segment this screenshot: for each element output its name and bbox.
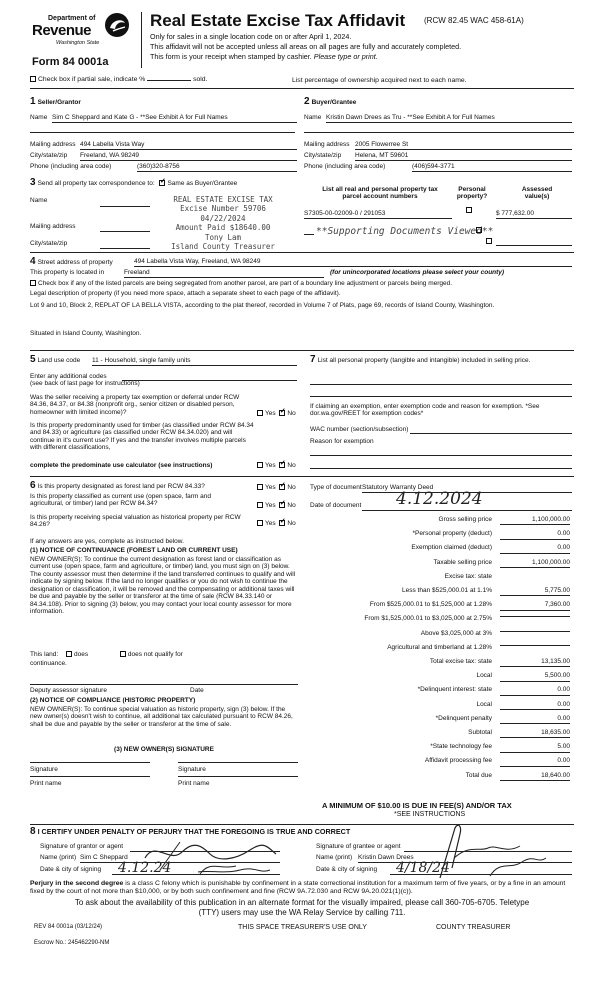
segregation-row	[30, 280, 575, 287]
stamp-line-6: Island County Treasurer	[171, 241, 275, 251]
parcel-number-field[interactable]: S7305-00-02009-0 / 291053	[304, 210, 452, 219]
land-use-field[interactable]: 11 - Household, single family units	[92, 357, 297, 366]
grantee-name-label: Name (print)	[316, 854, 353, 861]
q6-current-no-checkbox[interactable]	[279, 502, 285, 508]
financial-value[interactable]: 7,360.00	[500, 601, 570, 610]
see-instructions: *SEE INSTRUCTIONS	[394, 811, 466, 818]
financial-label: From $525,000.01 to $1,525,000 at 1.28%	[369, 601, 492, 609]
q-exemption-deferral: Was the seller receiving a property tax exemption or deferral under RCW 84.36, 84.37, or 84.38 (nonprofit org., senior citizen or disabled person, homeowner with limited income)?	[30, 394, 240, 416]
new-owner-sig-heading: (3) NEW OWNER(S) SIGNATURE	[114, 746, 214, 753]
same-as-buyer-checkbox[interactable]	[159, 180, 165, 186]
q6-forest-yes-no: Yes ✓ No	[257, 484, 296, 491]
ownership-note: List percentage of ownership acquired next to each name.	[292, 77, 467, 84]
notice-compliance-body: NEW OWNER(S): To continue special valuation as historic property, sign (3) below. If the new owner(s) doesn't wish to continue, all additional tax calculated pursuant to RCW 84.26, shall be due and payable by the seller or transferor at the time of sale.	[30, 706, 293, 728]
doc-date-handwritten[interactable]: 4.12.2024	[396, 489, 483, 509]
header-line-3a: This form is your receipt when stamped by cashier.	[150, 52, 314, 61]
if-yes-line: If any answers are yes, complete as instructed below.	[30, 538, 184, 545]
financial-value[interactable]: 1,100,000.00	[500, 559, 570, 568]
q1-no-checkbox[interactable]	[279, 410, 285, 416]
partial-sale-row	[30, 76, 207, 84]
q6-historic: Is this property receiving special valuation as historical property per RCW 84.26?	[30, 514, 241, 529]
grantor-date-handwritten[interactable]: 4.12.24	[118, 860, 172, 876]
escrow-number: Escrow No.: 245462290-NM	[34, 940, 110, 946]
financial-value[interactable]: 5.00	[500, 743, 570, 752]
segregation-checkbox[interactable]	[30, 280, 36, 286]
q6-current-yes-checkbox[interactable]	[257, 502, 263, 508]
header-line-3b: Please type or print.	[313, 52, 378, 61]
grantee-date-handwritten[interactable]: 4/18/24	[396, 860, 450, 876]
s3-city-label: City/state/zip	[30, 240, 68, 247]
q2-yes-checkbox[interactable]	[257, 462, 263, 468]
financial-value[interactable]: 0.00	[500, 715, 570, 724]
financial-label: *State technology fee	[430, 743, 492, 751]
seller-city-label: City/state/zip	[30, 152, 68, 159]
land-does-not-checkbox[interactable]	[120, 651, 126, 657]
legal-label: Legal description of property (if you need more space, attach a separate sheet to each page of the affidavit).	[30, 290, 341, 297]
dor-state-line: Washington State	[56, 40, 100, 46]
grantor-name-label: Name (print)	[40, 854, 77, 861]
located-in-note: (for unincorporated locations please select your county)	[330, 269, 505, 276]
segregation-text: Check box if any of the listed parcels are being segregated from another parcel, are part of a boundary line adjustment or parcels being merged.	[38, 280, 453, 287]
financial-label: *Delinquent penalty	[435, 714, 492, 722]
financial-label: Local	[476, 700, 492, 708]
financial-value[interactable]: 0.00	[500, 757, 570, 766]
partial-sale-label: Check box if partial sale, indicate %	[38, 76, 146, 83]
legal-description[interactable]: Lot 9 and 10, Block 2, REPLAT OF LA BELLA VISTA, according to the plat thereof, recorded in Volume 7 of Plats, page 69, records of Island County, Washington.	[30, 302, 495, 309]
notice-continuance-heading: (1) NOTICE OF CONTINUANCE (FOREST LAND OR CURRENT USE)	[30, 547, 238, 554]
buyer-mail-field[interactable]: 2005 Flowerree St	[355, 141, 572, 150]
buyer-mail-label: Mailing address	[304, 141, 350, 148]
financial-label: *Personal property (deduct)	[412, 530, 492, 538]
q6-current-yes-no: Yes ✓ No	[257, 502, 296, 509]
financial-label: From $1,525,000.01 to $3,025,000 at 2.75%	[364, 615, 492, 623]
doc-date-label: Date of document	[310, 502, 362, 509]
q-predominate-calc: complete the predominate use calculator (see instructions)	[30, 462, 213, 469]
personal-property-checkbox-2[interactable]	[476, 227, 482, 233]
dor-revenue-word: Revenue	[32, 22, 92, 39]
continuance-word: continuance.	[30, 660, 67, 667]
financial-label: Total due	[465, 771, 492, 779]
new-owner-sig-label-2: Signature	[178, 766, 206, 773]
seller-name-label: Name	[30, 114, 48, 121]
financial-value[interactable]: 18,635.00	[500, 729, 570, 738]
reason-label: Reason for exemption	[310, 438, 374, 445]
grantor-date-label: Date & city of signing	[40, 866, 102, 873]
accessibility-line-2: (TTY) users may use the WA Relay Service by calling 711.	[198, 908, 406, 917]
grantor-signature-icon	[140, 830, 280, 880]
rev-number: REV 84 0001a (03/12/24)	[34, 924, 103, 930]
grantor-name-field[interactable]: Sim C Sheppard	[80, 854, 280, 863]
supporting-docs-note: **Supporting Documents Viewed**	[316, 226, 494, 237]
exemption-text: If claiming an exemption, enter exemption code and reason for exemption. *See dor.wa.gov/REET for exemption codes*	[310, 403, 540, 418]
seller-name-field[interactable]: Sim C Sheppard and Kate G - **See Exhibit A for Full Names	[52, 114, 297, 123]
financial-label: Exemption claimed (deduct)	[411, 544, 492, 552]
financial-label: Subtotal	[468, 729, 492, 736]
land-does-checkbox[interactable]	[66, 651, 72, 657]
doc-type-field[interactable]: Statutory Warranty Deed	[362, 484, 572, 493]
form-number: Form 84 0001a	[32, 56, 109, 68]
financial-value[interactable]	[500, 630, 570, 632]
form-rcw: (RCW 82.45 WAC 458-61A)	[424, 16, 524, 25]
parcel-col-header: List all real and personal property tax parcel account numbers	[322, 186, 438, 201]
financial-label: Above $3,025,000 at 3%	[420, 629, 492, 637]
s3-name-label: Name	[30, 197, 48, 204]
financial-label: Taxable selling price	[433, 558, 492, 566]
financial-value[interactable]	[500, 644, 570, 646]
q6-historic-yes-checkbox[interactable]	[257, 520, 263, 526]
financial-value[interactable]: 13,135.00	[500, 658, 570, 667]
grantee-name-field[interactable]: Kristin Dawn Drees	[358, 854, 572, 863]
seller-mail-field[interactable]: 494 Labella Vista Way	[80, 141, 297, 150]
header-line-1: Only for sales in a single location code on or after April 1, 2024.	[150, 32, 352, 41]
header-line-3	[150, 53, 378, 61]
q6-forest: 6 Is this property designated as forest land per RCW 84.33?	[30, 480, 205, 491]
notice-compliance-heading: (2) NOTICE OF COMPLIANCE (HISTORIC PROPERTY)	[30, 697, 196, 704]
dor-logo	[30, 12, 134, 46]
financial-label: Agricultural and timberland at 1.28%	[387, 643, 492, 651]
personal-property-checkbox-3[interactable]	[486, 238, 492, 244]
section4-street: 4 Street address of property	[30, 256, 113, 267]
financial-label: *Delinquent interest: state	[417, 686, 492, 694]
section3-heading: 3 Send all property tax correspondence to: ✓ Same as Buyer/Grantee	[30, 177, 237, 189]
financial-value[interactable]: 5,775.00	[500, 587, 570, 596]
situated-line: Situated in Island County, Washington.	[30, 330, 142, 337]
dor-swirl-icon	[104, 12, 130, 38]
perjury-text	[30, 880, 578, 896]
section7-personal: 7 List all personal property (tangible and intangible) included in selling price.	[310, 354, 531, 365]
grantee-date-label: Date & city of signing	[316, 866, 378, 873]
minimum-fee-line: A MINIMUM OF $10.00 IS DUE IN FEE(S) AND/OR TAX	[322, 801, 512, 810]
financial-label: Affidavit processing fee	[424, 757, 492, 765]
street-address-field[interactable]: 494 Labella Vista Way, Freeland, WA 98249	[134, 258, 572, 267]
buyer-phone-field[interactable]: (406)594-3771	[412, 163, 572, 172]
seller-city-field[interactable]: Freeland, WA 98249	[80, 152, 297, 161]
grantee-sig-label: Signature of grantee or agent	[316, 843, 401, 850]
perjury-rest: is a class C felony which is punishable by confinement in a state correctional institution for a maximum term of five years, or by a fine in an amount fixed by the court of not more than $10,000, or by both such confinement and fine (RCW 9A.72.030 and RCW 9A.20.021(1)(c)).	[30, 880, 566, 895]
q2-yes-no: Yes ✓ No	[257, 462, 296, 469]
q6-historic-yes-no: Yes ✓ No	[257, 520, 296, 527]
q6-current-use: Is this property classified as current use (open space, farm and agricultural, or timber) land per RCW 84.34?	[30, 493, 212, 508]
notice-continuance-body: NEW OWNER(S): To continue the current designation as forest land or classification as current use (open space, farm and agriculture, or timber) land, you must sign on (3) below. The county assessor must then determine if the land transferred continues to qualify and will indicate by signing below. If the land no longer qualifies or you do not wish to continue the designation or classification, it will be removed and the compensating or additional taxes will be due and payable by the seller or transferor at the time of sale (RCW 84.33.140 or 84.34.108). Prior to signing (3) below, you may contact your local county assessor for more information.	[30, 556, 296, 616]
financial-value[interactable]: 1,100,000.00	[500, 516, 570, 525]
deputy-sig-label: Deputy assessor signature	[30, 687, 107, 694]
financial-value[interactable]: 0.00	[500, 544, 570, 553]
financial-value[interactable]	[500, 615, 570, 617]
financial-label: Gross selling price	[438, 516, 492, 523]
dor-dept-line: Department of	[48, 15, 96, 22]
q-timber-agri: Is this property predominantly used for timber (as classified under RCW 84.34 and 84.33) or agriculture (as classified under RCW 84.34.020) and will continue in it's current use? If yes and the transfer involves multiple parcels with different classifications,	[30, 422, 254, 452]
new-owner-print-1: Print name	[30, 780, 62, 787]
partial-sale-checkbox[interactable]	[30, 76, 36, 82]
personal-property-checkbox[interactable]	[466, 207, 472, 213]
stamp-line-3: 04/22/2024	[200, 213, 246, 223]
stamp-line-5: Tony Lam	[204, 232, 242, 242]
financial-value[interactable]: 5,500.00	[500, 672, 570, 681]
q1-yes-checkbox[interactable]	[257, 410, 263, 416]
located-in-label: This property is located in	[30, 269, 105, 276]
financial-value[interactable]: 18,640.00	[500, 772, 570, 781]
financial-label: Less than $525,000.01 at 1.1%	[402, 587, 492, 594]
q2-no-checkbox[interactable]	[279, 462, 285, 468]
s3-mail-label: Mailing address	[30, 223, 76, 230]
grantee-signature-icon	[410, 818, 550, 882]
financial-label: Total excise tax: state	[429, 658, 492, 665]
header-line-2: This affidavit will not be accepted unless all areas on all pages are fully and accurately completed.	[150, 42, 462, 51]
wac-label: WAC number (section/subsection)	[310, 426, 409, 433]
additional-codes-label: Enter any additional codes (see back of last page for instructions)	[30, 373, 140, 388]
same-as-buyer-label: Same as Buyer/Grantee	[167, 180, 238, 187]
buyer-name-field[interactable]: Kristin Dawn Drees as Tru - **See Exhibit A for Full Names	[326, 114, 572, 123]
grantor-sig-label: Signature of grantor or agent	[40, 843, 124, 850]
seller-phone-label: Phone (including area code)	[30, 163, 112, 170]
this-land-row: This land: does does not qualify for	[30, 651, 183, 658]
financial-value[interactable]: 0.00	[500, 530, 570, 539]
buyer-heading: 2 Buyer/Grantee	[304, 96, 357, 107]
county-treasurer: COUNTY TREASURER	[436, 924, 511, 931]
section5-landuse: 5 Land use code	[30, 354, 81, 365]
buyer-name-label: Name	[304, 114, 322, 121]
treasurer-use-only: THIS SPACE TREASURER'S USE ONLY	[238, 924, 367, 931]
q6-forest-no-checkbox[interactable]	[279, 484, 285, 490]
excise-stamp	[148, 195, 298, 251]
new-owner-sig-label-1: Signature	[30, 766, 58, 773]
financial-label: Local	[476, 672, 492, 680]
buyer-city-label: City/state/zip	[304, 152, 342, 159]
q1-yes-no: Yes ✓ No	[257, 410, 296, 417]
assessed-col-header: Assessed value(s)	[521, 186, 553, 201]
stamp-line-4: Amount Paid $18640.00	[175, 223, 271, 233]
stamp-line-2: Excise Number 59706	[180, 204, 266, 214]
partial-sale-sold: sold.	[193, 76, 208, 83]
q6-forest-yes-checkbox[interactable]	[257, 484, 263, 490]
financial-label: Excise tax: state	[444, 572, 492, 580]
new-owner-print-2: Print name	[178, 780, 210, 787]
deputy-date-label: Date	[190, 687, 204, 694]
financial-value[interactable]: 0.00	[500, 701, 570, 710]
assessed-value-field[interactable]: $ 777,632.00	[496, 210, 572, 219]
located-in-field[interactable]: Freeland	[124, 269, 324, 278]
buyer-phone-label: Phone (including area code)	[304, 163, 386, 170]
partial-sale-percent-field[interactable]	[147, 80, 191, 81]
q6-historic-no-checkbox[interactable]	[279, 520, 285, 526]
buyer-city-field[interactable]: Helena, MT 59601	[355, 152, 572, 161]
seller-heading: 1 Seller/Grantor	[30, 96, 81, 107]
seller-mail-label: Mailing address	[30, 141, 76, 148]
perjury-bold: Perjury in the second degree	[30, 880, 124, 887]
section8-heading: 8 I CERTIFY UNDER PENALTY OF PERJURY THAT THE FOREGOING IS TRUE AND CORRECT	[30, 826, 351, 837]
form-title: Real Estate Excise Tax Affidavit	[150, 11, 406, 30]
accessibility-line-1: To ask about the availability of this publication in an alternate format for the visually impaired, please call 360-705-6705. Teletype	[74, 898, 530, 907]
stamp-line-1: REAL ESTATE EXCISE TAX	[173, 195, 273, 204]
seller-phone-field[interactable]: (360)320-8756	[137, 163, 297, 172]
financial-value[interactable]: 0.00	[500, 686, 570, 695]
personal-col-header: Personal property?	[456, 186, 488, 201]
doc-type-label: Type of document	[310, 484, 362, 491]
